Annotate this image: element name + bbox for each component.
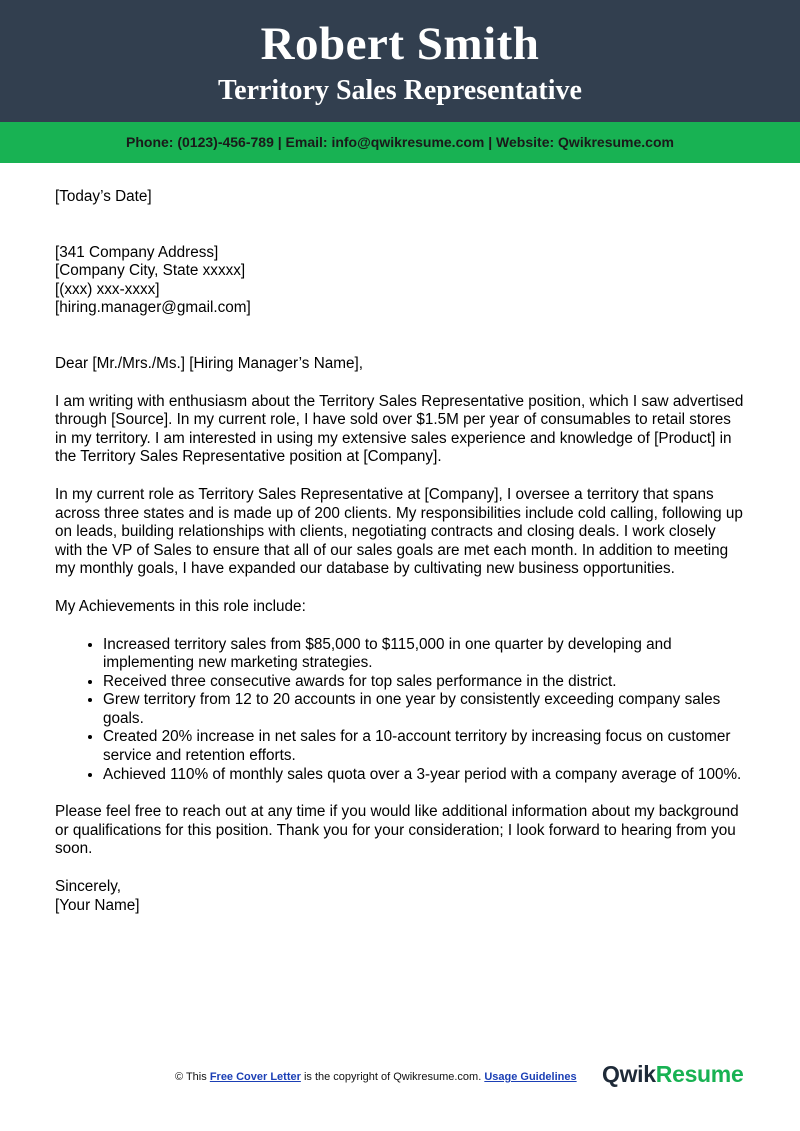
list-item: • Created 20% increase in net sales for a 10-account territory by increasing focus on customer service and retention efforts. [103,728,745,765]
footer [0,1061,800,1091]
copyright-notice [175,1071,577,1083]
free-cover-letter-link[interactable]: Free Cover Letter [209,1071,301,1083]
achievements-list [55,636,745,785]
address-line: [341 Company Address] [55,243,219,261]
list-item: • Increased territory sales from $85,000 to $115,000 in one quarter by developing and implementing new marketing strategies. [103,636,745,673]
qwikresume-logo[interactable] [602,1061,743,1088]
list-item: • Received three consecutive awards for top sales performance in the district. [103,673,745,692]
logo-part-qwik: Qwik [602,1061,656,1087]
paragraph-closing: Please feel free to reach out at any time if you would like additional information about my background or qualifications for this position. Thank you for your consideration; I look forward to hearing from you soon. [55,803,739,858]
achievements-intro: My Achievements in this role include: [55,597,306,615]
address-line: [(xxx) xxx-xxxx] [55,280,160,298]
letter-body [55,188,745,915]
copyright-middle: is the copyright of Qwikresume.com. [300,1071,485,1083]
salutation: Dear [Mr./Mrs./Ms.] [Hiring Manager’s Name], [55,354,363,372]
applicant-name: Robert Smith [260,18,540,70]
signoff: Sincerely, [55,878,122,896]
job-title: Territory Sales Representative [218,75,582,106]
usage-guidelines-link[interactable]: Usage Guidelines [484,1071,577,1083]
letter-date: [Today’s Date] [55,188,152,205]
address-line: [hiring.manager@gmail.com] [55,299,251,317]
copyright-prefix: © This [175,1071,210,1083]
signature: [Your Name] [55,896,140,914]
letter-header [0,0,800,122]
address-line: [Company City, State xxxxx] [55,262,246,280]
list-item: • Achieved 110% of monthly sales quota over a 3-year period with a company average of 100%. [103,766,745,785]
contact-bar: Phone: (0123)-456-789 | Email: info@qwikresume.com | Website: Qwikresume.com [0,122,800,163]
list-item: • Grew territory from 12 to 20 accounts in one year by consistently exceeding company sales goals. [103,691,745,728]
paragraph-intro: I am writing with enthusiasm about the Territory Sales Representative position, which I saw advertised through [Source]. In my current role, I have sold over $1.5M per year of consumables to retail stores in my territory. I am interested in using my extensive sales experience and knowledge of [Product] in the Territory Sales Representative position at [Company]. [55,392,744,466]
paragraph-current-role: In my current role as Territory Sales Representative at [Company], I oversee a territory that spans across three states and is made up of 200 clients. My responsibilities include cold calling, following up on leads, building relationships with clients, negotiating contracts and closing deals. I work closely with the VP of Sales to ensure that all of our sales goals are met each month. In addition to meeting my monthly goals, I have expanded our database by cultivating new business opportunities. [55,485,743,578]
logo-part-resume: Resume [655,1061,744,1087]
